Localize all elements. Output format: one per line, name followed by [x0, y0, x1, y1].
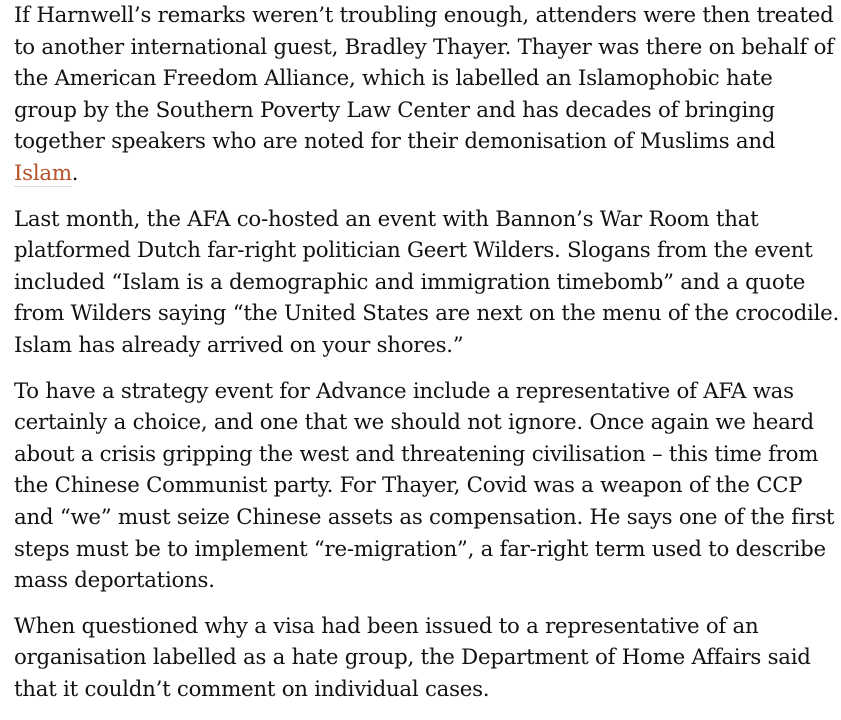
paragraph-text: If Harnwell’s remarks weren’t troubling enough, attenders were then treated to another international guest, Bradley Thayer. Thayer was there on behalf of the American Freedom Alliance, which is labelled an Islamophobic hate group by the Southern Poverty Law Center and has decades of bringing together speakers who are noted for their demonisation of Muslims and: [14, 3, 834, 155]
paragraph-home-affairs: When questioned why a visa had been issued to a representative of an organisation labelled as a hate group, the Department of Home Affairs said that it couldn’t comment on individual cases.: [14, 613, 811, 702]
paragraph-text-end: .: [71, 160, 79, 186]
article-body: [14, 0, 841, 719]
islam-link[interactable]: Islam: [14, 160, 72, 186]
paragraph-thayer-intro: [14, 0, 841, 190]
paragraph-strategy-event: To have a strategy event for Advance include a representative of AFA was certainly a choice, and one that we should not ignore. Once again we heard about a crisis gripping the west and threatening civilisation – this time from the Chinese Communist party. For Thayer, Covid was a weapon of the CCP and “we” must seize Chinese assets as compensation. He says one of the first steps must be to implement “re-migration”, a far-right term used to describe mass deportations.: [14, 378, 835, 594]
paragraph-afa-event: Last month, the AFA co-hosted an event with Bannon’s War Room that platformed Dutch far-right politician Geert Wilders. Slogans from the event included “Islam is a demographic and immigration timebomb” and a quote from Wilders saying “the United States are next on the menu of the crocodile. Islam has already arrived on your shores.”: [14, 206, 840, 358]
